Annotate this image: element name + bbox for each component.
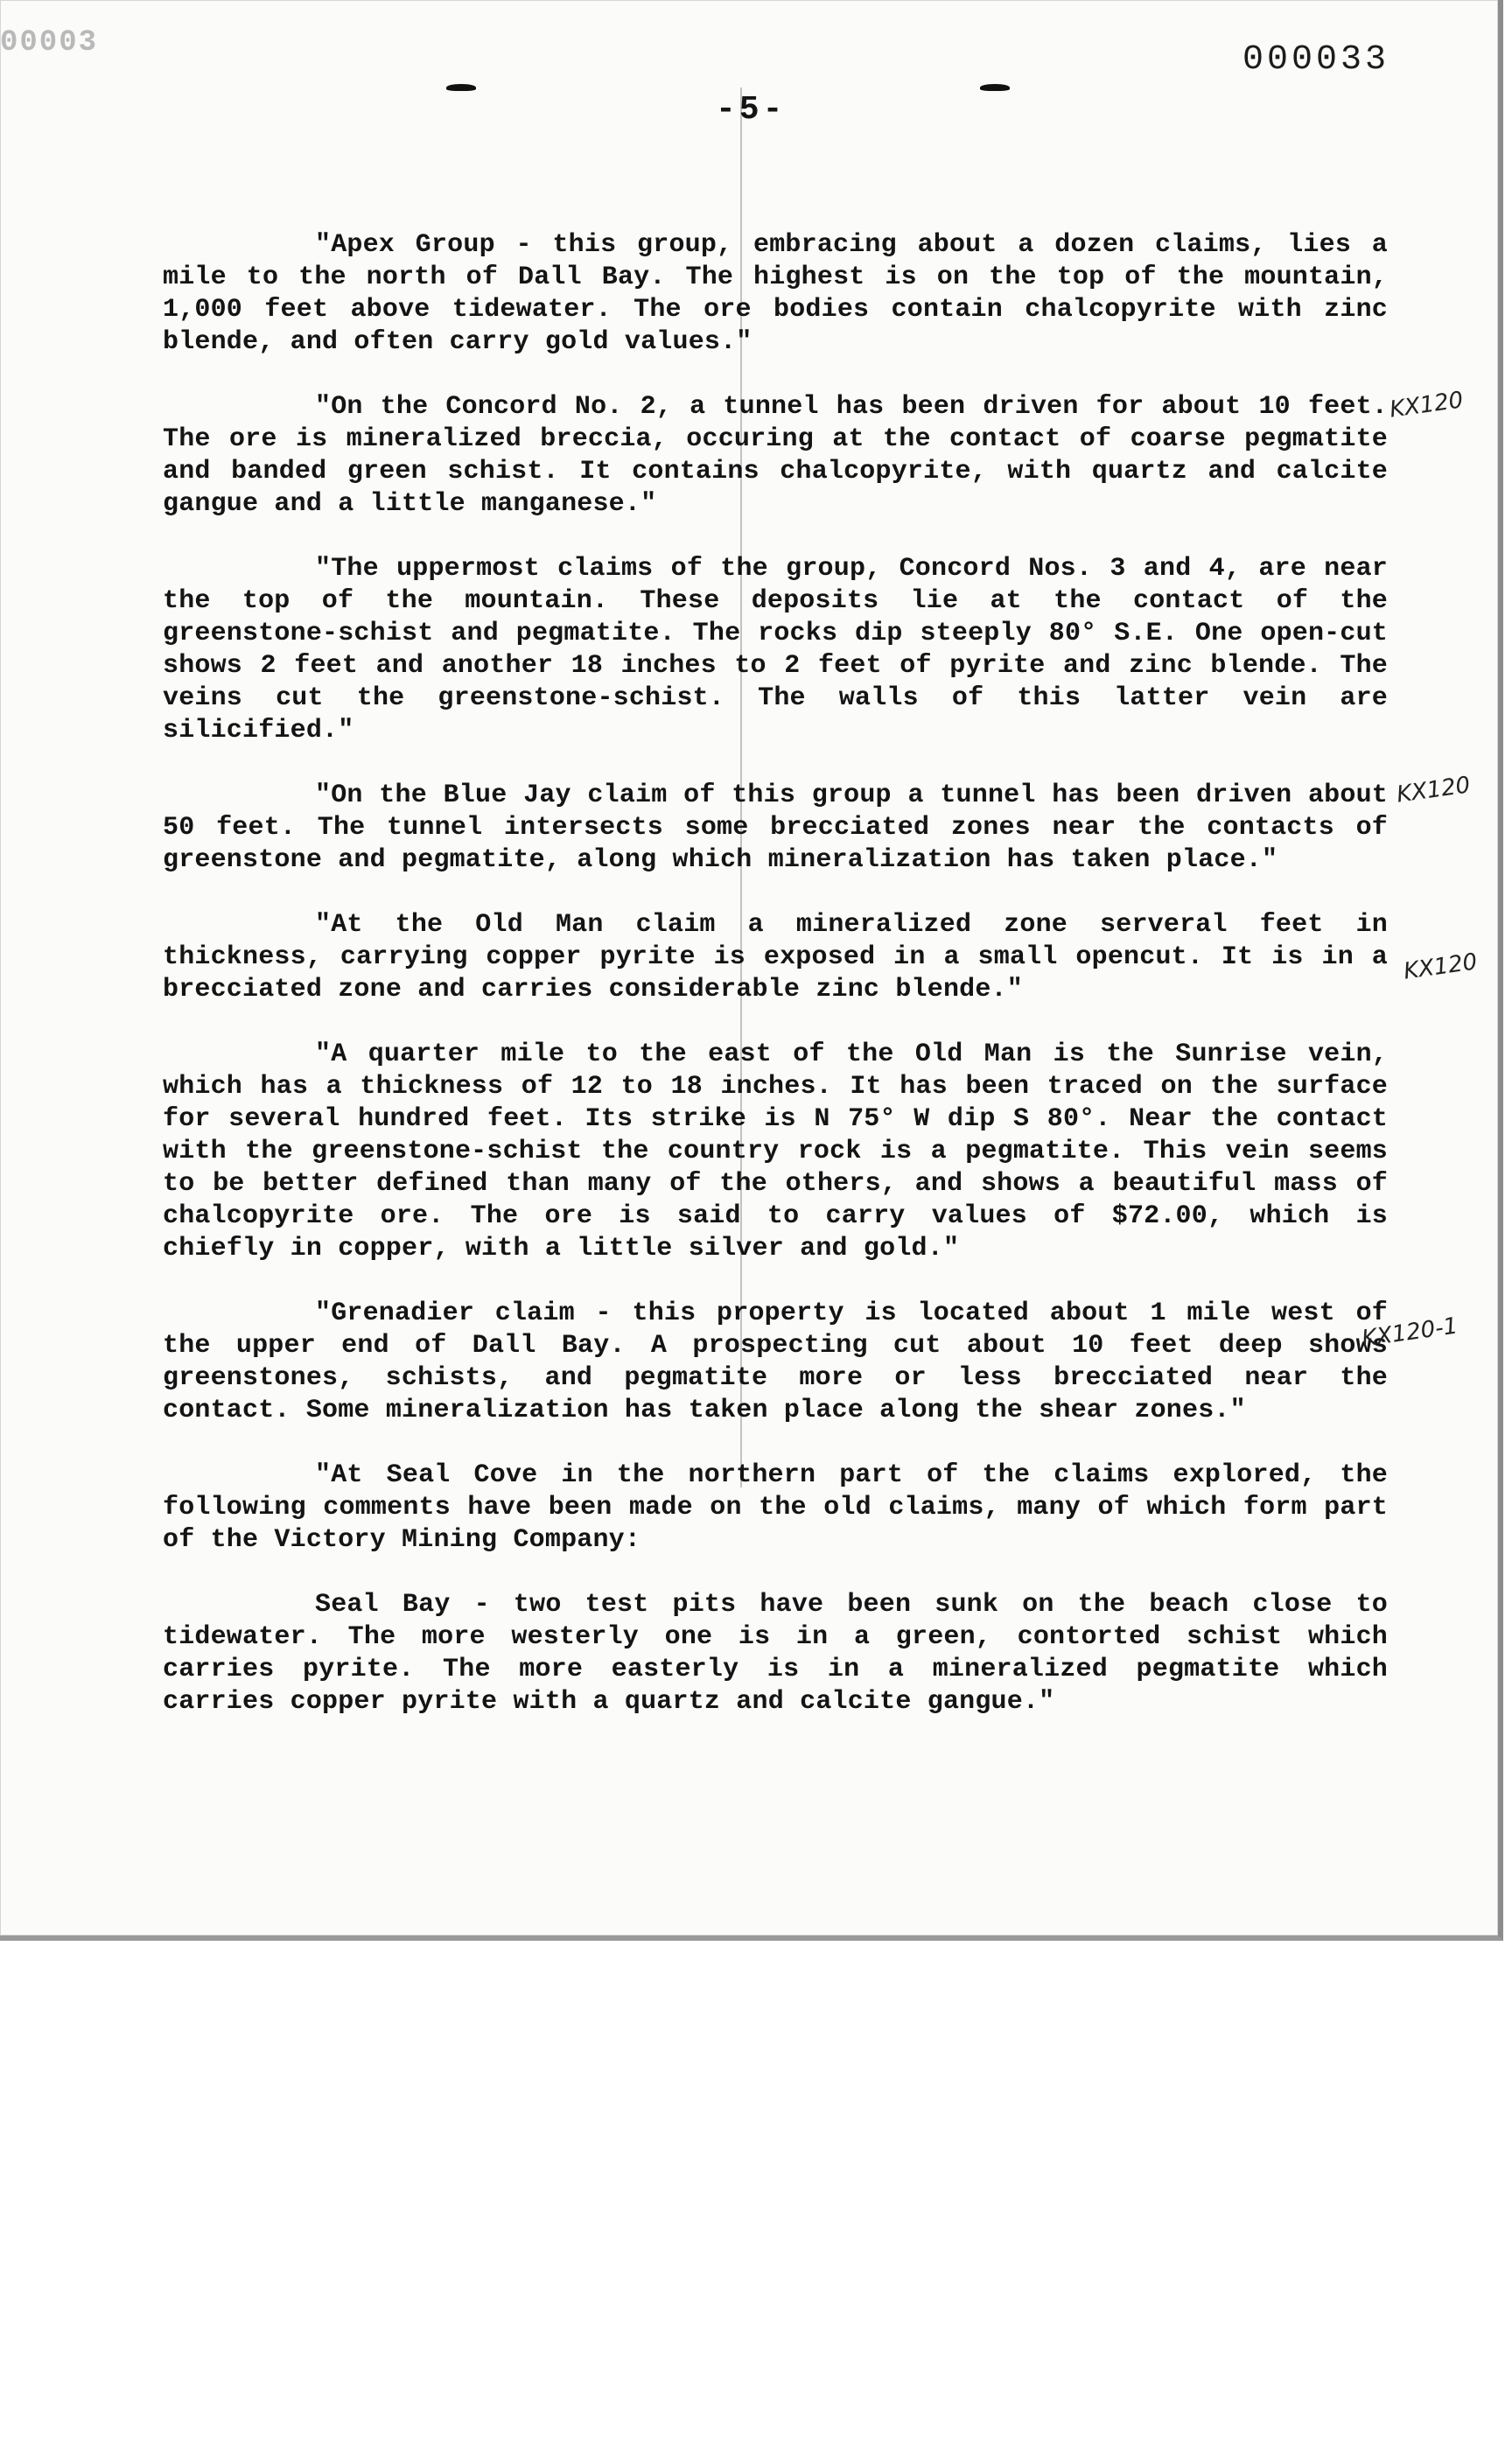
punch-mark-left — [446, 84, 476, 91]
paragraph-blue-jay: "On the Blue Jay claim of this group a tunnel has been driven about 50 feet. The tunnel intersects some brecciated zones near the contacts of greenstone and pegmatite, along which mineralization has taken place." — [163, 780, 1388, 875]
body-text — [163, 229, 1388, 1751]
paragraph-apex-group: "Apex Group - this group, embracing about a dozen claims, lies a mile to the north of Dall Bay. The highest is on the top of the mountain, 1,000 feet above tidewater. The ore bodies contain chalcopyrite with zinc blende, and often carry gold values." — [163, 230, 1388, 357]
bleed-through-stamp: 00003 — [0, 26, 99, 60]
margin-note: KX120 — [1395, 772, 1473, 808]
paragraph-grenadier: "Grenadier claim - this property is located about 1 mile west of the upper end of Dall Bay. A prospecting cut about 10 feet deep shows greenstones, schists, and pegmatite more or less brecciated near the contact. Some mineralization has taken place along the shear zones." — [163, 1298, 1388, 1425]
paragraph-seal-bay: Seal Bay - two test pits have been sunk on the beach close to tidewater. The more westerly one is in a green, contorted schist which carries pyrite. The more easterly is in a mineralized pegmatite which carries copper pyrite with a quartz and calcite gangue." — [163, 1590, 1388, 1717]
paragraph-sunrise-vein: "A quarter mile to the east of the Old Man is the Sunrise vein, which has a thickness of 12 to 18 inches. It has been traced on the surface for several hundred feet. Its strike is N 75° W dip S 80°. Near the contact with the greenstone-schist the country rock is a pegmatite. This vein seems to be better defined than many of the others, and shows a beautiful mass of chalcopyrite ore. The ore is said to carry values of $72.00, which is chiefly in copper, with a little silver and gold." — [163, 1040, 1388, 1264]
paragraph-old-man: "At the Old Man claim a mineralized zone serveral feet in thickness, carrying copper pyrite is exposed in a small opencut. It is in a brecciated zone and carries considerable zinc blende." — [163, 910, 1388, 1004]
margin-note: KX120 — [1402, 948, 1480, 985]
margin-note: KX120-1 — [1360, 1312, 1460, 1353]
page-number: -5- — [716, 91, 787, 129]
paragraph-seal-cove: "At Seal Cove in the northern part of the claims explored, the following comments have been made on the old claims, many of which form part of the Victory Mining Company: — [163, 1460, 1388, 1555]
punch-mark-right — [980, 84, 1010, 91]
paragraph-uppermost-claims: "The uppermost claims of the group, Concord Nos. 3 and 4, are near the top of the mountain. These deposits lie at the contact of the greenstone-schist and pegmatite. The rocks dip steeply 80° S.E. One open-cut shows 2 feet and another 18 inches to 2 feet of pyrite and zinc blende. The veins cut the greenstone-schist. The walls of this latter vein are silicified." — [163, 554, 1388, 746]
paragraph-concord-no-2: "On the Concord No. 2, a tunnel has been driven for about 10 feet. The ore is mineralized breccia, occuring at the contact of coarse pegmatite and banded green schist. It contains chalcopyrite, with quartz and calcite gangue and a little manganese." — [163, 392, 1388, 519]
page-stamp: 000033 — [1242, 40, 1390, 80]
margin-note: KX120 — [1388, 387, 1466, 424]
